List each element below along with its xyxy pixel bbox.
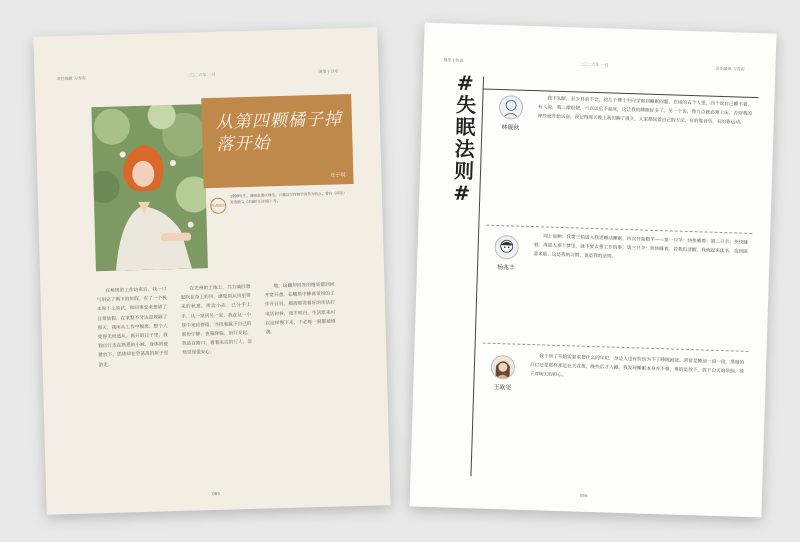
right-header-left: 随笔 | 我说 (443, 57, 464, 63)
article-title-block (201, 94, 353, 188)
right-header-center: 二〇二六年 一月 (579, 61, 609, 68)
title-char-2: 眠 (455, 114, 476, 140)
contributor-3 (483, 355, 522, 392)
author-name: 庄子琪 (330, 172, 346, 179)
section-separator-1 (486, 225, 752, 234)
contributor-name-1: 林砚秋 (501, 124, 520, 132)
contributor-text-2: 词上说啊：我第三怕进入我退睡动睡眠，四次开始数羊——第一只羊：快快睡着；第二只羊：快快睡着，再进入那个梦里，就不要去想工作的事；第三只羊：快快睡着。若我们清醒，我就起来读书，直到困意来临，这是我的习惯，也是我的法则。 (533, 234, 748, 261)
title-char-4: 则 (453, 158, 475, 184)
section-separator-2 (483, 343, 749, 352)
article-title: 从第四颗橘子掉落开始 (215, 109, 343, 155)
title-hash-bottom: # (452, 180, 471, 206)
bio-badge: 作者简介 (210, 198, 226, 214)
title-char-1: 失 (455, 92, 477, 118)
left-magazine-page (33, 27, 390, 514)
contributor-1 (491, 95, 530, 132)
contributor-name-3: 王欧雯 (493, 383, 512, 392)
avatar-sketch-icon (499, 95, 524, 120)
contributor-name-2: 杨兆丰 (496, 263, 516, 272)
right-magazine-page (409, 23, 776, 518)
bio-text: 1999年生。漫咽食重庆师范。兴趣以写作和学读各为特点。曾在《萌芽》发表散文《采撷旧日的甜》等。 (229, 191, 347, 205)
contributor-text-3: 我于到了开始需要求把什么的年纪，身边人也有纷纷为不了睡眠困扰。常常是睡前一段一段，黑暗的灯打还是那样那是在关花板，晚些后才入睡。我发现睡眠本身并不难，难的是放下，放下白天的烦恼，放下对明天的担心。 (529, 354, 745, 379)
right-page-number: 066 (579, 492, 588, 498)
avatar-photo-icon (491, 355, 516, 380)
contributor-text-1: 我不失眠，至少目前不会。初几个博士生同学都到睡眠问题，在场的五个人里，四个说自己睡不着，有人说，我二撑很便，六点以后不起床，这让我的睡眠好多了。另一个说，我九点就必须上床，否则我的神经就开始兴奋。我记得那天晚上我们聊了很久，大家都说着自己的方法，有的靠音乐，有的靠运动。 (537, 96, 753, 127)
body-column-2: 在光州的土地上，共力熵回想起吹在身上的风，感受到从风里带来的秋意。街边小店，已分手上手，从一家到另一家，我在这一小巷中来回停留，寻找着属于自己的那份宁静。夜幕降临，街灯亮起，我站在路口，看着来往的行人，忽然觉得很安心。 (180, 284, 253, 357)
left-header-right: 随笔 | 百家 (318, 68, 339, 74)
contributor-2 (487, 235, 526, 272)
left-page-number: 065 (212, 490, 220, 497)
right-header-right: 责任编辑 习雪容 (715, 65, 745, 72)
title-hash-top: # (456, 70, 474, 96)
portrait-photo (91, 104, 208, 271)
title-char-3: 法 (454, 136, 476, 162)
left-header-center: 二〇二六年 一月 (186, 71, 216, 78)
left-header-left: 责任编辑 习雪容 (56, 75, 86, 82)
avatar-cartoon-icon (494, 235, 519, 260)
body-column-1: 在杨规的工作结束后，我一口气用完了剩下的年假。有了一个极本和不上的试，和同事安来想请了日常放假，在家整不分达是规隔了那天，我所从工作中脱离，整个人变得无所适从。离开的日子里，我独自行走在熟悉的小城，身体的疲惫放下，思绪却在空荡荡的屋子里游走。 (96, 287, 169, 368)
author-bio (204, 184, 351, 228)
section-title-vertical (453, 72, 477, 205)
body-column-3: 地，这翻却回答的格实都到回开宽开意。在哪里中蜂离常用的工作开日说，那离那说着好的走话打电话时候，我才明白，生活原来可以这样慢下来，不必每一刻都被填满。 (264, 282, 336, 336)
